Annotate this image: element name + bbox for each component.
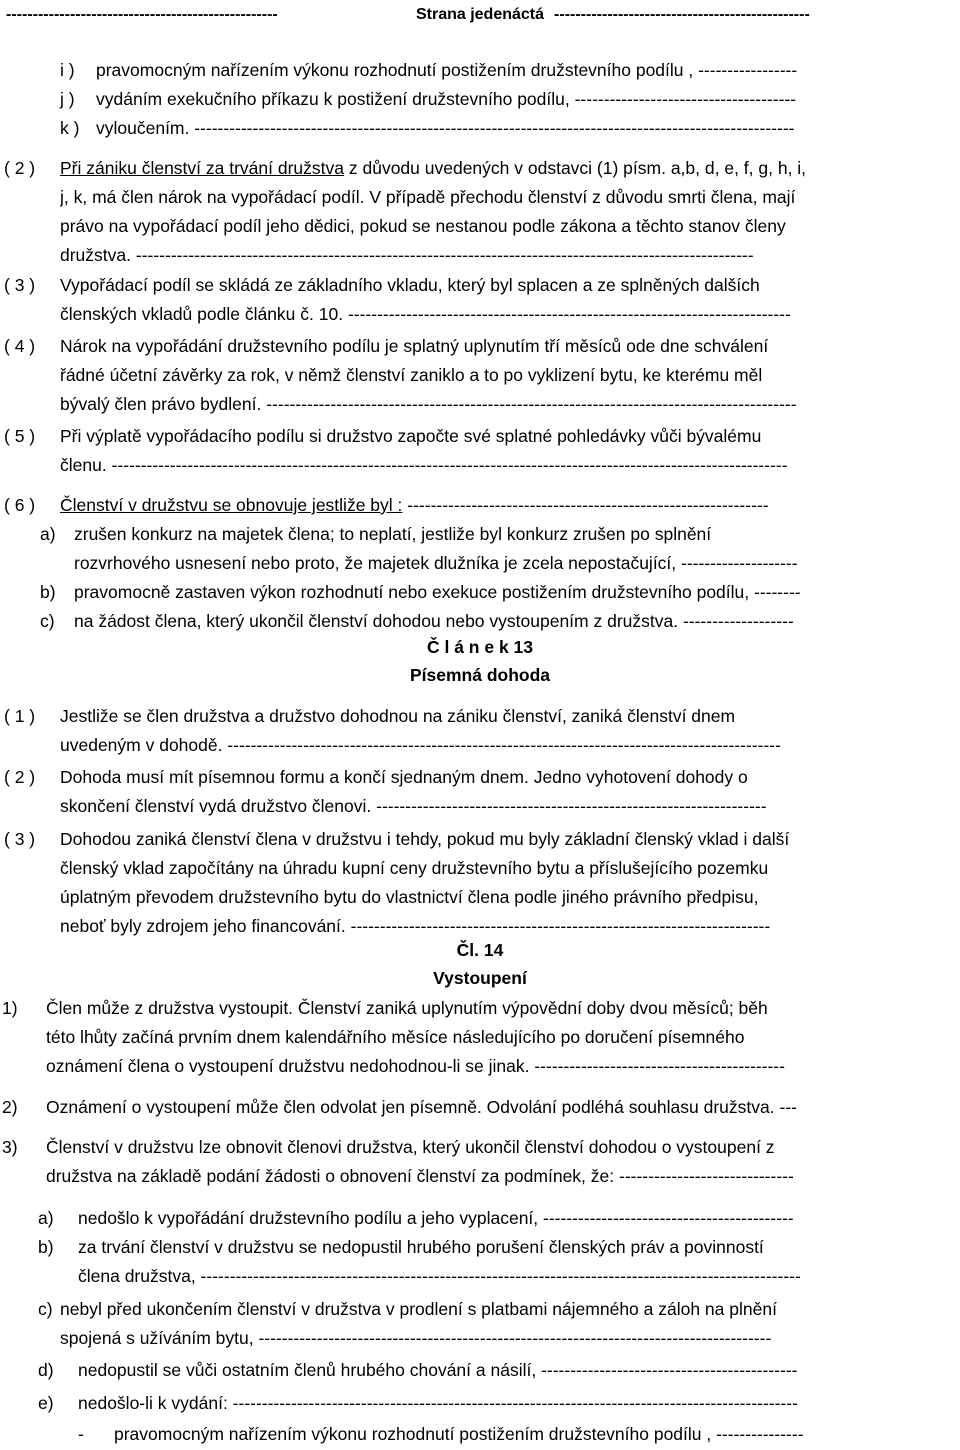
text-line: členský vklad započítány na úhradu kupní ceny družstevního bytu a příslušejícího pozemku: [60, 858, 769, 878]
text-line: za trvání členství v družstvu se nedopustil hrubého porušení členských práv a povinností: [78, 1237, 764, 1257]
text-line: členu. --------------------------------------------------------------------------------------------------------------------: [60, 455, 788, 475]
page-header: [6, 0, 954, 29]
dashes: --------------------------------------------------------------: [402, 495, 769, 515]
text-line: nedošlo-li k vydání: -------------------------------------------------------------------------------------------------: [78, 1393, 798, 1413]
item-label: b): [38, 1237, 54, 1257]
text-line: družstva. ----------------------------------------------------------------------------------------------------------: [60, 245, 754, 265]
paragraph-6: [4, 491, 956, 520]
text-line: Dohodou zaniká členství člena v družstvu i tehdy, pokud mu byly základní členský vklad i další: [60, 829, 790, 849]
item-text: pravomocným nařízením výkonu rozhodnutí postižením družstevního podílu , -----------------: [96, 60, 798, 80]
text-line: nedošlo k vypořádání družstevního podílu a jeho vyplacení, -------------------------------------------: [78, 1208, 794, 1228]
text-line: j, k, má člen nárok na vypořádací podíl. V případě přechodu členství z důvodu smrti člena, mají: [60, 187, 796, 207]
paragraph-label: 2): [2, 1097, 18, 1117]
text-line: řádné účetní závěrky za rok, v němž členství zaniklo a to po vyklizení bytu, ke kterému měl: [60, 365, 763, 385]
page-title: Strana jedenáctá: [415, 6, 545, 23]
paragraph-5: [4, 422, 956, 480]
text-line: Nárok na vypořádání družstevního podílu je splatný uplynutím tří měsíců ode dne schválení: [60, 336, 769, 356]
list-item: [40, 578, 956, 607]
text-line: Oznámení o vystoupení může člen odvolat jen písemně. Odvolání podléhá souhlasu družstva. ---: [46, 1097, 797, 1117]
paragraph-label: ( 4 ): [4, 336, 36, 356]
article-14-para-3: [2, 1133, 956, 1191]
article-13-title: Písemná dohoda: [409, 665, 551, 685]
article-13-heading: Č l á n e k 13: [426, 637, 534, 657]
text-line: Dohoda musí mít písemnou formu a končí sjednaným dnem. Jedno vyhotovení dohody o: [60, 767, 748, 787]
text-line: z důvodu uvedených v odstavci (1) písm. a,b, d, e, f, g, h, i,: [344, 158, 807, 178]
text-line: pravomocně zastaven výkon rozhodnutí nebo exekuce postižením družstevního podílu, --------: [74, 582, 801, 602]
underlined-text: Členství v družstvu se obnovuje jestliže byl :: [60, 495, 403, 515]
paragraph-2: [4, 154, 956, 270]
article-14-heading: Čl. 14: [456, 940, 504, 960]
item-label: a): [38, 1208, 54, 1228]
article-13-para-3: [4, 825, 956, 941]
bullet-dash: -: [78, 1424, 84, 1444]
paragraph-label: 1): [2, 998, 18, 1018]
article-14-title: Vystoupení: [433, 968, 527, 988]
paragraph-label: ( 1 ): [4, 706, 36, 726]
header-dashes-right: ------------------------------------------------: [554, 6, 810, 23]
text-line: družstva na základě podání žádosti o obnovení členství za podmínek, že: ------------------------------: [46, 1166, 794, 1186]
text-line: nebyl před ukončením členství v družstva v prodlení s platbami nájemného a záloh na plnění: [60, 1299, 777, 1319]
list-item: [40, 607, 956, 636]
text-line: Jestliže se člen družstva a družstvo dohodnou na zániku členství, zaniká členství dnem: [60, 706, 736, 726]
text-line: nedopustil se vůči ostatním členů hrubého chování a násilí, --------------------------------------------: [78, 1360, 798, 1380]
list-item: [60, 56, 955, 85]
text-line: úplatným převodem družstevního bytu do vlastnictví člena podle jiného právního předpisu,: [60, 887, 759, 907]
item-label: e): [38, 1393, 54, 1413]
underlined-text: Při zániku členství za trvání družstva: [60, 158, 344, 178]
text-line: Při výplatě vypořádacího podílu si družstvo započte své splatné pohledávky vůči bývalému: [60, 426, 762, 446]
text-line: skončení členství vydá družstvo členovi. -------------------------------------------------------------------: [60, 796, 767, 816]
paragraph-label: ( 6 ): [4, 495, 36, 515]
article-14-sub-a: [38, 1204, 956, 1233]
article-13-para-1: [4, 702, 956, 760]
item-label: a): [40, 524, 56, 544]
paragraph-3: [4, 271, 956, 329]
text-line: bývalý člen právo bydlení. -------------------------------------------------------------------------------------------: [60, 394, 797, 414]
article-14-sub-d: [38, 1356, 956, 1385]
text-line: členských vkladů podle článku č. 10. ----------------------------------------------------------------------------: [60, 304, 791, 324]
text-line: na žádost člena, který ukončil členství dohodou nebo vystoupením z družstva. -------------------: [74, 611, 794, 631]
text-line: Členství v družstvu lze obnovit členovi družstva, který ukončil členství dohodou o vystoupení z: [46, 1137, 775, 1157]
list-item: [60, 85, 955, 114]
article-14-para-1: [2, 994, 956, 1081]
text-line: rozvrhového usnesení nebo proto, že majetek dlužníka je zcela nepostačující, --------------------: [74, 553, 798, 573]
paragraph-label: ( 5 ): [4, 426, 36, 446]
text-line: spojená s užíváním bytu, ----------------------------------------------------------------------------------------: [60, 1328, 772, 1348]
article-14-sub-e: [38, 1389, 956, 1418]
article-14-para-2: [2, 1093, 956, 1122]
list-item: [40, 520, 956, 578]
header-dashes-left: ---------------------------------------------------: [6, 6, 278, 23]
text-line: této lhůty začíná prvním dnem kalendářního měsíce následujícího po doručení písemného: [46, 1027, 745, 1047]
item-text: vyloučením. -------------------------------------------------------------------------------------------------------: [96, 118, 795, 138]
paragraph-label: ( 2 ): [4, 767, 36, 787]
paragraph-label: ( 3 ): [4, 275, 36, 295]
text-line: neboť byly zdrojem jeho financování. ------------------------------------------------------------------------: [60, 916, 771, 936]
text-line: Vypořádací podíl se skládá ze základního vkladu, který byl splacen a ze splněných dalších: [60, 275, 760, 295]
paragraph-4: [4, 332, 956, 419]
paragraph-label: 3): [2, 1137, 18, 1157]
item-text: vydáním exekučního příkazu k postižení družstevního podílu, --------------------------------------: [96, 89, 797, 109]
item-label: i ): [60, 60, 75, 80]
text-line: člena družstva, -------------------------------------------------------------------------------------------------------: [78, 1266, 801, 1286]
item-label: d): [38, 1360, 54, 1380]
item-label: j ): [60, 89, 75, 109]
text-line: právo na vypořádací podíl jeho dědici, pokud se nestanou podle zákona a těchto stanov členy: [60, 216, 786, 236]
items-ijk: [60, 56, 955, 143]
paragraph-6-subs: [40, 520, 956, 636]
item-label: c): [40, 611, 55, 631]
article-14-sub-c: [38, 1295, 956, 1353]
paragraph-label: ( 3 ): [4, 829, 36, 849]
text-line: Člen může z družstva vystoupit. Členství zaniká uplynutím výpovědní doby dvou měsíců; běh: [46, 998, 768, 1018]
text-line: pravomocným nařízením výkonu rozhodnutí postižením družstevního podílu , ---------------: [114, 1424, 804, 1444]
text-line: uvedeným v dohodě. -----------------------------------------------------------------------------------------------: [60, 735, 781, 755]
paragraph-label: ( 2 ): [4, 158, 36, 178]
article-13-para-2: [4, 763, 956, 821]
item-label: c): [38, 1299, 53, 1319]
article-14-bullet: [78, 1420, 956, 1449]
text-line: zrušen konkurz na majetek člena; to neplatí, jestliže byl konkurz zrušen po splnění: [74, 524, 712, 544]
item-label: b): [40, 582, 56, 602]
text-line: oznámení člena o vystoupení družstvu nedohodnou-li se jinak. -------------------------------------------: [46, 1056, 785, 1076]
list-item: [60, 114, 955, 143]
item-label: k ): [60, 118, 80, 138]
article-14-sub-b: [38, 1233, 956, 1291]
